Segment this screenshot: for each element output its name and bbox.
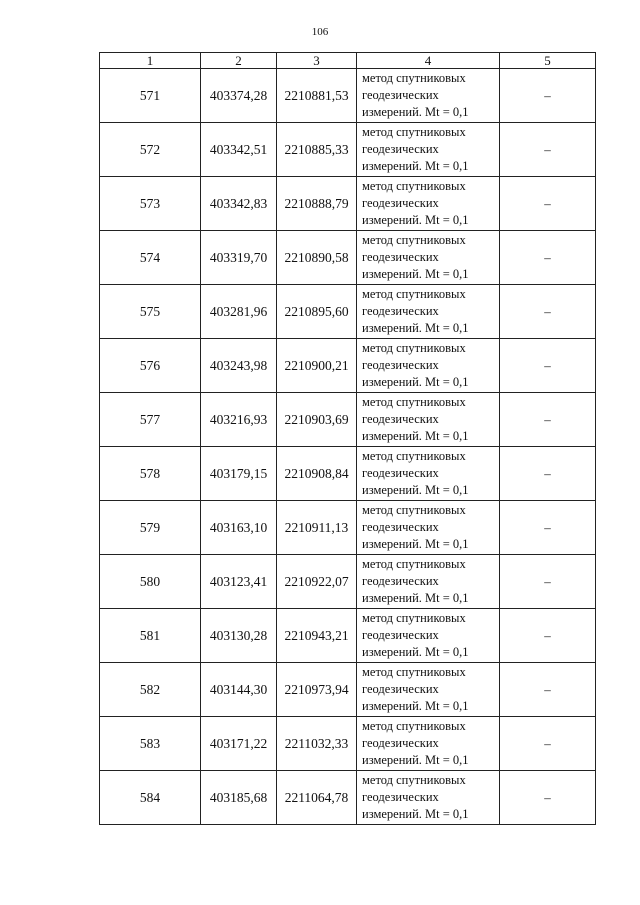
table-row	[100, 447, 596, 501]
method-line: геодезических	[362, 628, 439, 642]
x-coordinate-cell: 403130,28	[201, 609, 277, 663]
method-line: метод спутниковых	[362, 503, 466, 517]
method-line: геодезических	[362, 88, 439, 102]
y-coordinate-cell: 2210895,60	[277, 285, 357, 339]
point-number-cell: 579	[100, 501, 201, 555]
note-cell: –	[500, 663, 596, 717]
y-coordinate-cell: 2210922,07	[277, 555, 357, 609]
method-cell	[357, 555, 500, 609]
method-line: метод спутниковых	[362, 71, 466, 85]
method-cell	[357, 609, 500, 663]
page-number: 106	[311, 26, 329, 38]
x-coordinate-cell: 403144,30	[201, 663, 277, 717]
x-coordinate-cell: 403179,15	[201, 447, 277, 501]
method-cell	[357, 231, 500, 285]
y-coordinate-cell: 2210908,84	[277, 447, 357, 501]
y-coordinate-cell: 2210973,94	[277, 663, 357, 717]
point-number-cell: 582	[100, 663, 201, 717]
table-row	[100, 555, 596, 609]
method-line: измерений. Mt = 0,1	[362, 429, 469, 443]
method-line: метод спутниковых	[362, 179, 466, 193]
y-coordinate-cell: 2210885,33	[277, 123, 357, 177]
method-line: геодезических	[362, 250, 439, 264]
note-cell: –	[500, 447, 596, 501]
method-cell	[357, 69, 500, 123]
note-cell: –	[500, 501, 596, 555]
method-line: геодезических	[362, 196, 439, 210]
method-line: геодезических	[362, 304, 439, 318]
method-line: метод спутниковых	[362, 233, 466, 247]
method-line: метод спутниковых	[362, 665, 466, 679]
point-number-cell: 575	[100, 285, 201, 339]
column-header-5: 5	[500, 53, 596, 69]
method-cell	[357, 447, 500, 501]
note-cell: –	[500, 771, 596, 825]
method-line: метод спутниковых	[362, 125, 466, 139]
table-row	[100, 393, 596, 447]
y-coordinate-cell: 2211064,78	[277, 771, 357, 825]
table-row	[100, 771, 596, 825]
note-cell: –	[500, 177, 596, 231]
column-header-2: 2	[201, 53, 277, 69]
x-coordinate-cell: 403123,41	[201, 555, 277, 609]
method-line: метод спутниковых	[362, 611, 466, 625]
x-coordinate-cell: 403185,68	[201, 771, 277, 825]
table-row	[100, 285, 596, 339]
point-number-cell: 573	[100, 177, 201, 231]
point-number-cell: 576	[100, 339, 201, 393]
method-line: геодезических	[362, 358, 439, 372]
table-row	[100, 69, 596, 123]
table-header-row	[100, 53, 596, 69]
method-line: измерений. Mt = 0,1	[362, 267, 469, 281]
point-number-cell: 572	[100, 123, 201, 177]
method-cell	[357, 177, 500, 231]
method-line: измерений. Mt = 0,1	[362, 753, 469, 767]
y-coordinate-cell: 2210911,13	[277, 501, 357, 555]
note-cell: –	[500, 555, 596, 609]
method-line: метод спутниковых	[362, 719, 466, 733]
method-line: геодезических	[362, 142, 439, 156]
point-number-cell: 578	[100, 447, 201, 501]
note-cell: –	[500, 123, 596, 177]
method-cell	[357, 771, 500, 825]
x-coordinate-cell: 403281,96	[201, 285, 277, 339]
note-cell: –	[500, 339, 596, 393]
method-line: метод спутниковых	[362, 449, 466, 463]
x-coordinate-cell: 403319,70	[201, 231, 277, 285]
method-line: метод спутниковых	[362, 341, 466, 355]
x-coordinate-cell: 403163,10	[201, 501, 277, 555]
y-coordinate-cell: 2210890,58	[277, 231, 357, 285]
method-cell	[357, 663, 500, 717]
method-line: геодезических	[362, 520, 439, 534]
y-coordinate-cell: 2210881,53	[277, 69, 357, 123]
y-coordinate-cell: 2211032,33	[277, 717, 357, 771]
note-cell: –	[500, 231, 596, 285]
table-row	[100, 231, 596, 285]
note-cell: –	[500, 393, 596, 447]
method-cell	[357, 717, 500, 771]
point-number-cell: 580	[100, 555, 201, 609]
table-row	[100, 339, 596, 393]
method-line: измерений. Mt = 0,1	[362, 321, 469, 335]
method-line: измерений. Mt = 0,1	[362, 375, 469, 389]
x-coordinate-cell: 403374,28	[201, 69, 277, 123]
x-coordinate-cell: 403216,93	[201, 393, 277, 447]
y-coordinate-cell: 2210888,79	[277, 177, 357, 231]
method-line: измерений. Mt = 0,1	[362, 645, 469, 659]
method-line: метод спутниковых	[362, 287, 466, 301]
point-number-cell: 581	[100, 609, 201, 663]
point-number-cell: 571	[100, 69, 201, 123]
method-cell	[357, 501, 500, 555]
table-row	[100, 663, 596, 717]
y-coordinate-cell: 2210900,21	[277, 339, 357, 393]
method-cell	[357, 285, 500, 339]
method-line: измерений. Mt = 0,1	[362, 213, 469, 227]
table-row	[100, 177, 596, 231]
x-coordinate-cell: 403171,22	[201, 717, 277, 771]
y-coordinate-cell: 2210903,69	[277, 393, 357, 447]
column-header-3: 3	[277, 53, 357, 69]
point-number-cell: 574	[100, 231, 201, 285]
method-line: измерений. Mt = 0,1	[362, 699, 469, 713]
table-row	[100, 717, 596, 771]
method-cell	[357, 339, 500, 393]
method-line: метод спутниковых	[362, 557, 466, 571]
method-line: измерений. Mt = 0,1	[362, 159, 469, 173]
column-header-4: 4	[357, 53, 500, 69]
x-coordinate-cell: 403342,83	[201, 177, 277, 231]
method-line: измерений. Mt = 0,1	[362, 537, 469, 551]
method-line: измерений. Mt = 0,1	[362, 483, 469, 497]
table-body	[100, 69, 596, 825]
note-cell: –	[500, 609, 596, 663]
method-line: измерений. Mt = 0,1	[362, 591, 469, 605]
table-row	[100, 609, 596, 663]
method-line: метод спутниковых	[362, 773, 466, 787]
method-line: измерений. Mt = 0,1	[362, 105, 469, 119]
method-line: геодезических	[362, 682, 439, 696]
method-line: метод спутниковых	[362, 395, 466, 409]
method-line: геодезических	[362, 790, 439, 804]
method-line: геодезических	[362, 736, 439, 750]
method-line: измерений. Mt = 0,1	[362, 807, 469, 821]
point-number-cell: 584	[100, 771, 201, 825]
x-coordinate-cell: 403243,98	[201, 339, 277, 393]
coordinates-table	[99, 52, 596, 825]
method-cell	[357, 393, 500, 447]
x-coordinate-cell: 403342,51	[201, 123, 277, 177]
note-cell: –	[500, 717, 596, 771]
method-line: геодезических	[362, 412, 439, 426]
method-line: геодезических	[362, 466, 439, 480]
note-cell: –	[500, 69, 596, 123]
note-cell: –	[500, 285, 596, 339]
point-number-cell: 577	[100, 393, 201, 447]
table-row	[100, 123, 596, 177]
column-header-1: 1	[100, 53, 201, 69]
method-cell	[357, 123, 500, 177]
point-number-cell: 583	[100, 717, 201, 771]
y-coordinate-cell: 2210943,21	[277, 609, 357, 663]
method-line: геодезических	[362, 574, 439, 588]
table-row	[100, 501, 596, 555]
